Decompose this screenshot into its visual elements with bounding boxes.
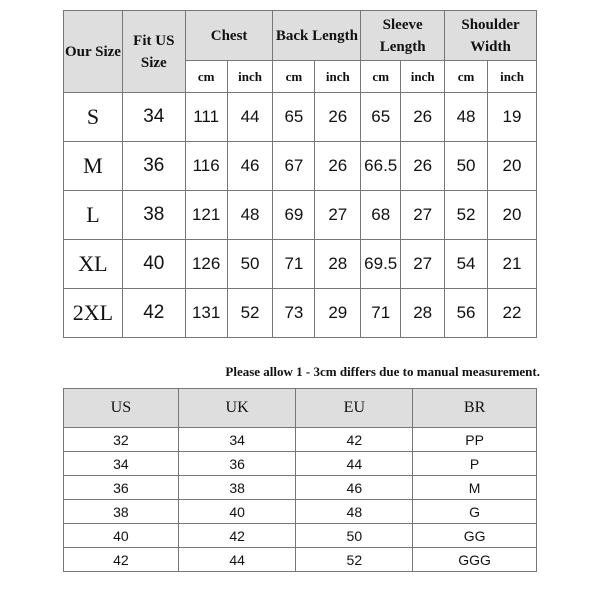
unit-inch: inch [488, 61, 537, 93]
cell-uk: 38 [178, 476, 296, 500]
cell-eu: 52 [296, 548, 413, 572]
conversion-row [64, 548, 537, 572]
conversion-row [64, 524, 537, 548]
cell-uk: 34 [178, 428, 296, 452]
cell-size: L [64, 191, 123, 240]
size-row [64, 240, 537, 289]
cell-back-in: 26 [315, 142, 361, 191]
unit-inch: inch [315, 61, 361, 93]
cell-chest-in: 50 [227, 240, 273, 289]
cell-size: XL [64, 240, 123, 289]
conversion-row [64, 500, 537, 524]
cell-br: G [413, 500, 537, 524]
cell-us: 42 [122, 289, 185, 338]
cell-us: 32 [64, 428, 179, 452]
cell-chest-cm: 126 [185, 240, 227, 289]
cell-back-cm: 69 [273, 191, 315, 240]
cell-size: 2XL [64, 289, 123, 338]
cell-br: GGG [413, 548, 537, 572]
cell-back-cm: 65 [273, 93, 315, 142]
cell-shoulder-in: 22 [488, 289, 537, 338]
cell-chest-cm: 111 [185, 93, 227, 142]
cell-br: M [413, 476, 537, 500]
cell-us: 42 [64, 548, 179, 572]
cell-us: 38 [64, 500, 179, 524]
cell-us: 38 [122, 191, 185, 240]
conversion-row [64, 428, 537, 452]
header-eu: EU [296, 389, 413, 428]
cell-eu: 44 [296, 452, 413, 476]
cell-chest-cm: 116 [185, 142, 227, 191]
cell-sleeve-cm: 66.5 [361, 142, 401, 191]
cell-back-in: 28 [315, 240, 361, 289]
cell-br: PP [413, 428, 537, 452]
cell-sleeve-cm: 69.5 [361, 240, 401, 289]
header-us: US [64, 389, 179, 428]
cell-uk: 44 [178, 548, 296, 572]
size-table-body [64, 93, 537, 338]
cell-sleeve-cm: 65 [361, 93, 401, 142]
unit-cm: cm [273, 61, 315, 93]
cell-shoulder-in: 19 [488, 93, 537, 142]
cell-chest-cm: 121 [185, 191, 227, 240]
cell-shoulder-cm: 48 [445, 93, 488, 142]
cell-us: 34 [122, 93, 185, 142]
cell-uk: 40 [178, 500, 296, 524]
cell-sleeve-cm: 71 [361, 289, 401, 338]
cell-br: P [413, 452, 537, 476]
unit-cm: cm [185, 61, 227, 93]
cell-eu: 48 [296, 500, 413, 524]
cell-shoulder-cm: 50 [445, 142, 488, 191]
cell-eu: 42 [296, 428, 413, 452]
cell-shoulder-in: 20 [488, 142, 537, 191]
header-chest: Chest [185, 11, 273, 61]
cell-sleeve-in: 26 [401, 142, 445, 191]
cell-sleeve-cm: 68 [361, 191, 401, 240]
size-row [64, 191, 537, 240]
cell-chest-in: 46 [227, 142, 273, 191]
cell-sleeve-in: 26 [401, 93, 445, 142]
unit-inch: inch [401, 61, 445, 93]
cell-back-in: 27 [315, 191, 361, 240]
cell-us: 36 [122, 142, 185, 191]
cell-chest-in: 52 [227, 289, 273, 338]
unit-cm: cm [361, 61, 401, 93]
cell-size: M [64, 142, 123, 191]
unit-inch: inch [227, 61, 273, 93]
cell-shoulder-cm: 52 [445, 191, 488, 240]
cell-shoulder-in: 21 [488, 240, 537, 289]
cell-back-in: 26 [315, 93, 361, 142]
header-fit-us-size: Fit US Size [122, 11, 185, 93]
cell-back-cm: 73 [273, 289, 315, 338]
cell-shoulder-in: 20 [488, 191, 537, 240]
cell-size: S [64, 93, 123, 142]
unit-cm: cm [445, 61, 488, 93]
cell-eu: 46 [296, 476, 413, 500]
header-shoulder-width: Shoulder Width [445, 11, 537, 61]
cell-chest-cm: 131 [185, 289, 227, 338]
header-uk: UK [178, 389, 296, 428]
cell-shoulder-cm: 54 [445, 240, 488, 289]
header-sleeve-length: Sleeve Length [361, 11, 445, 61]
cell-shoulder-cm: 56 [445, 289, 488, 338]
header-our-size: Our Size [64, 11, 123, 93]
cell-back-in: 29 [315, 289, 361, 338]
header-back-length: Back Length [273, 11, 361, 61]
cell-us: 40 [64, 524, 179, 548]
cell-sleeve-in: 28 [401, 289, 445, 338]
cell-eu: 50 [296, 524, 413, 548]
cell-chest-in: 48 [227, 191, 273, 240]
cell-back-cm: 71 [273, 240, 315, 289]
cell-chest-in: 44 [227, 93, 273, 142]
cell-us: 40 [122, 240, 185, 289]
cell-uk: 42 [178, 524, 296, 548]
conversion-row [64, 476, 537, 500]
size-row [64, 142, 537, 191]
cell-us: 36 [64, 476, 179, 500]
cell-back-cm: 67 [273, 142, 315, 191]
size-row [64, 93, 537, 142]
size-row [64, 289, 537, 338]
size-chart-table [63, 10, 537, 338]
cell-us: 34 [64, 452, 179, 476]
conversion-table-body [64, 428, 537, 572]
cell-uk: 36 [178, 452, 296, 476]
header-br: BR [413, 389, 537, 428]
cell-sleeve-in: 27 [401, 191, 445, 240]
measurement-note: Please allow 1 - 3cm differs due to manual measurement. [225, 364, 540, 379]
size-conversion-table [63, 388, 537, 572]
cell-br: GG [413, 524, 537, 548]
cell-sleeve-in: 27 [401, 240, 445, 289]
conversion-row [64, 452, 537, 476]
